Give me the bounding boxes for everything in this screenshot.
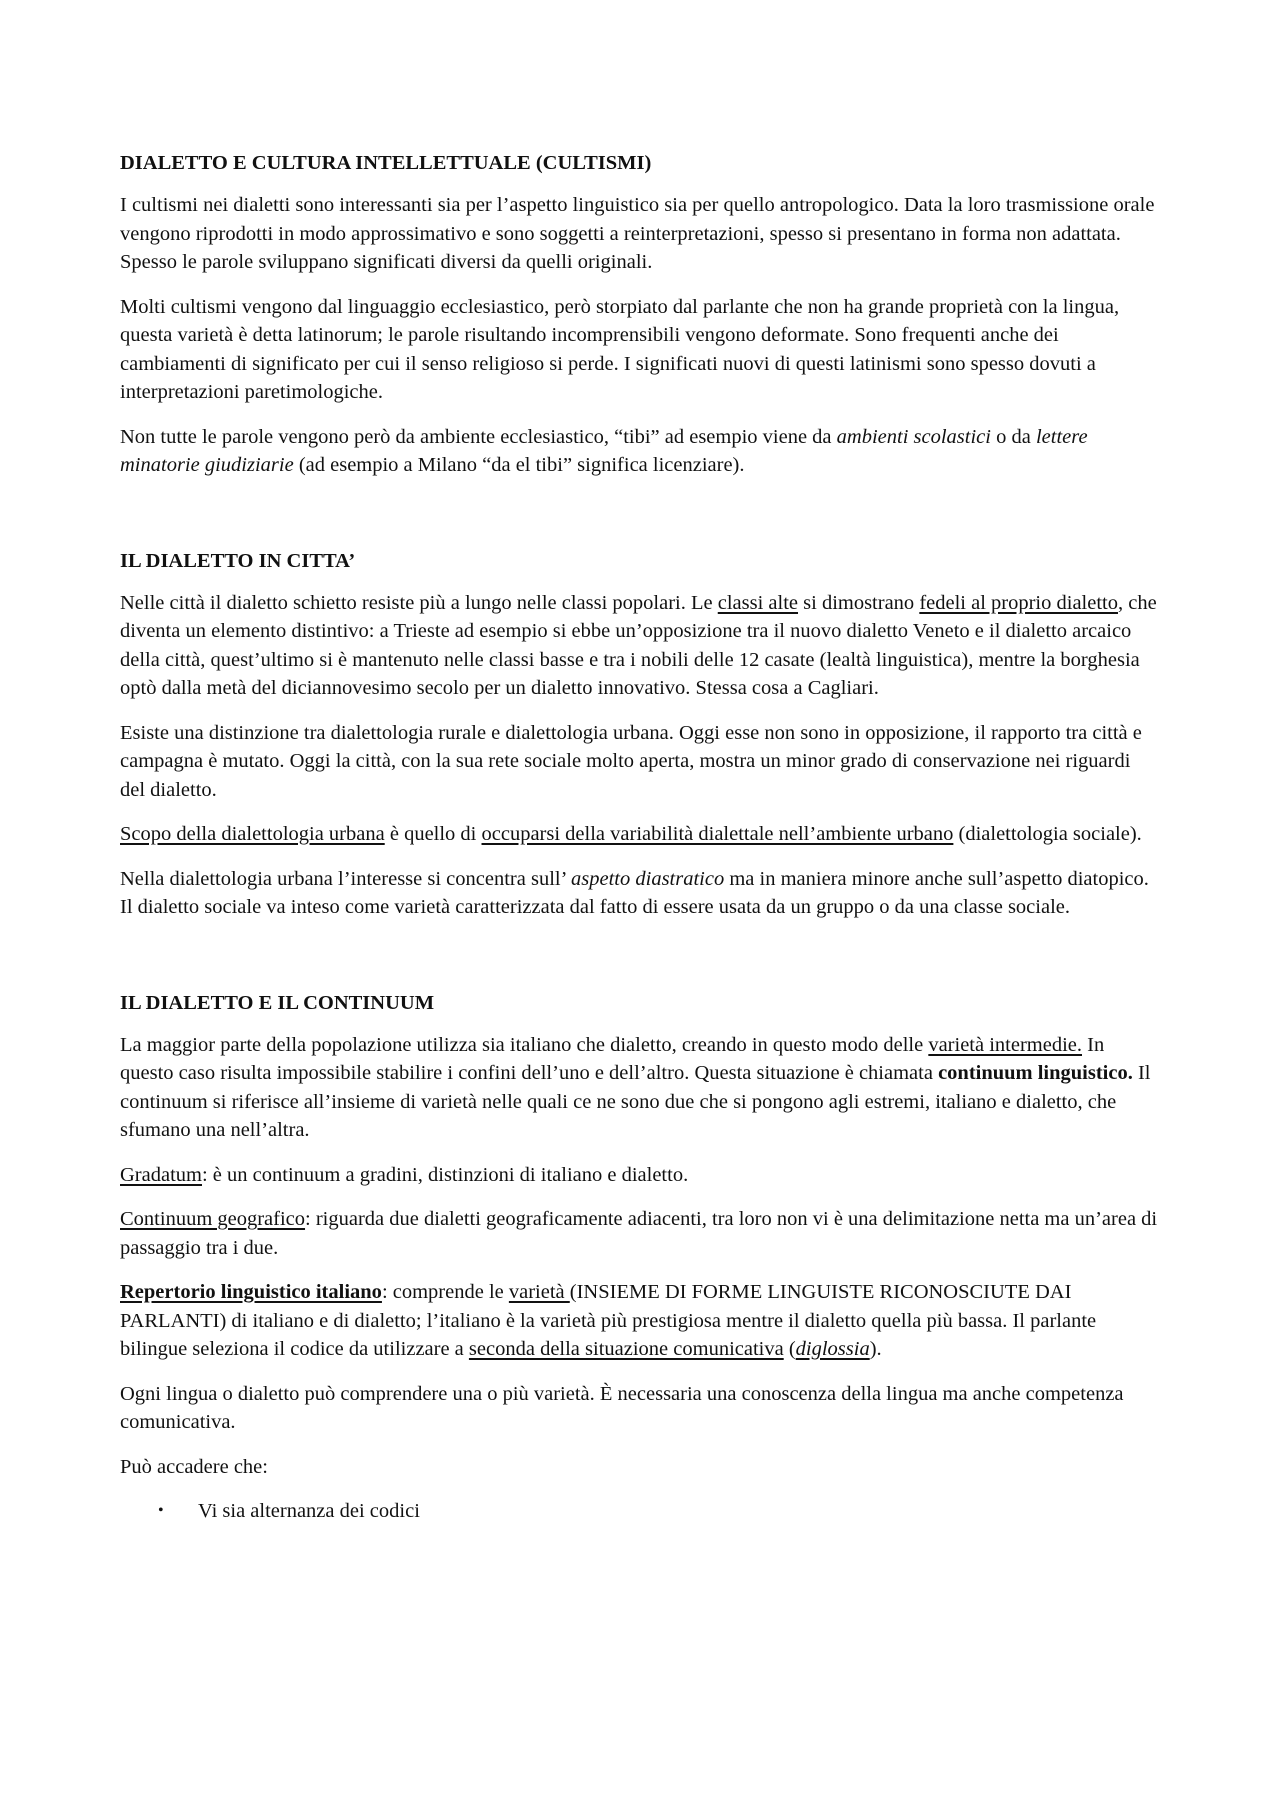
text: , che diventa un elemento distintivo: a Trieste ad esempio si ebbe un’opposizione tra il nuovo dialetto Veneto e il dialetto arcaico della città, quest’ultimo si è mantenuto nelle classi basse e tra i nobili delle 12 casate (lealtà linguistica), mentre la borghesia optò dalla metà del diciannovesimo secolo per un dialetto innovativo. Stessa cosa a Cagliari. [120,591,1157,699]
italic-text: aspetto diastratico [571,867,725,890]
text: (ad esempio a Milano “da el tibi” significa licenziare). [293,454,745,476]
italic-text: lettere minatorie giudiziarie [120,425,1088,476]
paragraph [120,1031,1160,1145]
list-item [120,1497,1160,1526]
text: ma in maniera minore anche sull’aspetto diatopico. Il dialetto sociale va inteso come varietà caratterizzata dal fatto di essere usata da un gruppo o da una classe sociale. [120,867,1149,918]
paragraph: I cultismi nei dialetti sono interessanti sia per l’aspetto linguistico sia per quello antropologico. Data la loro trasmissione orale vengono riprodotti in modo approssimativo e sono soggetti a reinterpretazioni, spesso si presentano in forma non adattata. Spesso le parole sviluppano significati diversi da quelli originali. [120,194,1155,273]
section-spacer [120,938,1160,990]
list-item-text: Vi sia alternanza dei codici [198,1500,420,1522]
bullet-icon: • [158,1502,164,1519]
paragraph: Esiste una distinzione tra dialettologia rurale e dialettologia urbana. Oggi esse non sono in opposizione, il rapporto tra città e campagna è mutato. Oggi la città, con la sua rete sociale molto aperta, mostra un minor grado di conservazione nei riguardi del dialetto. [120,721,1142,801]
text: La maggior parte della popolazione utilizza sia italiano che dialetto, creando in questo modo delle [120,1033,929,1056]
paragraph [120,1205,1160,1262]
underlined-text: Continuum geografico [120,1208,306,1230]
underlined-text: fedeli al proprio dialetto [919,591,1118,614]
text: In questo caso risulta impossibile stabilire i confini dell’uno e dell’altro. Questa situazione è chiamata [120,1033,1105,1084]
text: è quello di [384,823,482,845]
paragraph [120,589,1160,703]
underlined-text: occuparsi della variabilità dialettale nell’ambiente urbano [481,823,954,845]
section-spacer [120,496,1160,548]
text: ( [783,1338,796,1360]
bold-text: continuum linguistico. [938,1062,1133,1084]
paragraph: Può accadere che: [120,1455,268,1478]
text: o da [990,425,1036,448]
text: si dimostrano [798,591,920,614]
paragraph [120,820,1160,849]
text: (dialettologia sociale). [953,823,1142,845]
text: Nelle città il dialetto schietto resiste più a lungo nelle classi popolari. Le [120,591,718,614]
underlined-text: varietà intermedie. [928,1033,1082,1056]
section-heading-citta: IL DIALETTO IN CITTA’ [120,549,356,572]
underlined-text: Gradatum [120,1163,202,1186]
paragraph [120,1161,1160,1190]
paragraph: Ogni lingua o dialetto può comprendere una o più varietà. È necessaria una conoscenza della lingua ma anche competenza comunicativa. [120,1382,1124,1433]
bold-underlined-text: Repertorio linguistico italiano [120,1281,382,1303]
paragraph: Molti cultismi vengono dal linguaggio ecclesiastico, però storpiato dal parlante che non ha grande proprietà con la lingua, questa varietà è detta latinorum; le parole risultando incomprensibili vengono deformate. Sono frequenti anche dei cambiamenti di significato per cui il senso religioso si perde. I significati nuovi di questi latinismi sono spesso dovuti a interpretazioni paretimologiche. [120,295,1120,403]
text: (INSIEME DI FORME LINGUISTE RICONOSCIUTE DAI PARLANTI) di italiano e di dialetto; l’italiano è la varietà più prestigiosa mentre il dialetto quella più bassa. Il parlante bilingue seleziona il codice da utilizzare a [120,1281,1097,1360]
text: : riguarda due dialetti geograficamente adiacenti, tra loro non vi è una delimitazione netta ma un’area di passaggio tra i due. [120,1208,1158,1259]
underlined-text: Scopo della dialettologia urbana [120,823,385,845]
paragraph [120,1278,1160,1364]
section-heading-cultismi: DIALETTO E CULTURA INTELLETTUALE (CULTISMI) [120,152,652,174]
underlined-text: seconda della situazione comunicativa [468,1338,784,1360]
paragraph [120,865,1160,922]
text: Non tutte le parole vengono però da ambiente ecclesiastico, “tibi” ad esempio viene da [120,425,837,448]
bullet-list [120,1497,1160,1526]
text: ). [869,1338,882,1360]
text: : comprende le [381,1281,509,1303]
text: : è un continuum a gradini, distinzioni di italiano e dialetto. [201,1163,689,1186]
underlined-text: varietà [508,1281,570,1303]
paragraph [120,423,1160,480]
underlined-text: classi alte [717,591,799,614]
text: Nella dialettologia urbana l’interesse si concentra sull’ [120,867,572,890]
text: Il continuum si riferisce all’insieme di varietà nelle quali ce ne sono due che si pongono agli estremi, italiano e dialetto, che sfumano una nell’altra. [120,1062,1151,1141]
section-heading-continuum: IL DIALETTO E IL CONTINUUM [120,991,435,1014]
italic-underlined-text: diglossia [795,1338,870,1360]
italic-text: ambienti scolastici [836,425,991,448]
